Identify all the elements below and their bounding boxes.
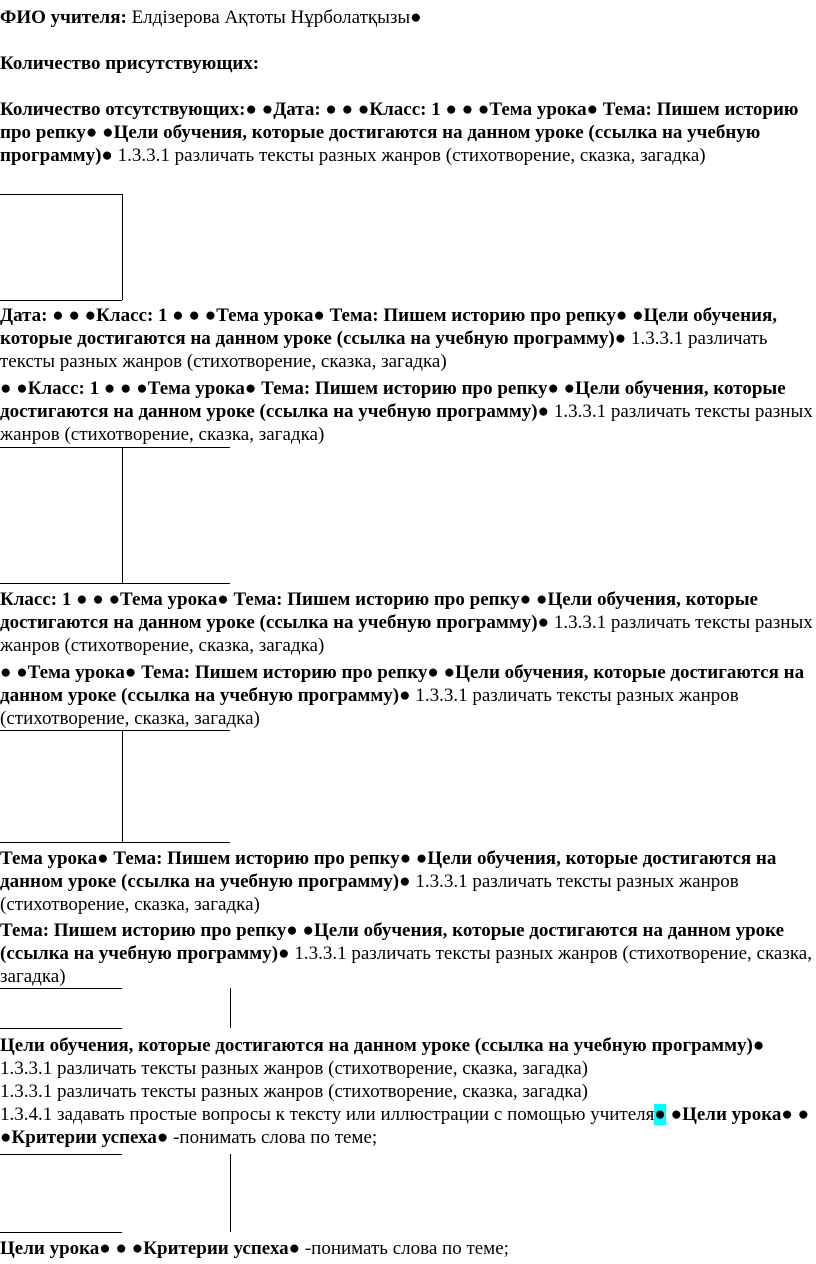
block-goals-bold: Цели обучения, которые достигаются на данном уроке (ссылка на учебную программу)● [0, 1035, 765, 1056]
frame-right-line [230, 1154, 231, 1232]
frame-right-line [122, 194, 123, 300]
block-class-1-tail: 1.3.3.1 различать тексты разных жанров (стихотворение, сказка, загадка) [0, 401, 813, 445]
present-count-line [0, 52, 814, 75]
frame-top-line [0, 194, 122, 195]
block-goals-line2: 1.3.3.1 различать тексты разных жанров (стихотворение, сказка, загадка) [0, 1081, 588, 1102]
frame-bottom-line [0, 300, 122, 301]
block-class-1 [0, 377, 814, 446]
block-goals-tail2: -понимать слова по теме; [168, 1127, 378, 1148]
frame-right-line [122, 730, 123, 842]
block-topic-2-tail: 1.3.3.1 различать тексты разных жанров (стихотворение, сказка, загадка) [0, 871, 739, 915]
block-goals [0, 1034, 814, 1149]
frame-top-line [0, 988, 122, 989]
frame-right-line [122, 447, 123, 583]
block-date-tail: 1.3.3.1 различать тексты разных жанров (стихотворение, сказка, загадка) [0, 328, 768, 372]
teacher-name: Елдізерова Ақтоты Нұрболатқызы● [131, 7, 422, 28]
block-theme-bold: Тема: Пишем историю про репку● ●Цели обучения, которые достигаются на данном уроке (ссылка на учебную программу)● [0, 920, 785, 964]
block-lesson-goals-tail: -понимать слова по теме; [300, 1238, 509, 1259]
block-goals-tail: 1.3.3.1 различать тексты разных жанров (стихотворение, сказка, загадка) [0, 1058, 588, 1079]
block-lesson-goals-bold: Цели урока● ● ●Критерии успеха● [0, 1238, 301, 1259]
frame-top-line [0, 1154, 122, 1155]
block-class-2-tail: 1.3.3.1 различать тексты разных жанров (стихотворение, сказка, загадка) [0, 612, 813, 656]
block-date [0, 304, 814, 373]
frame-bottom-line [0, 1232, 122, 1233]
absent-count-paragraph [0, 98, 814, 167]
block-date-bold: Дата: ● ● ●Класс: 1 ● ● ●Тема урока● Тема: Пишем историю про репку● ●Цели обучения, которые достигаются на данном уроке (ссылка на учебную программу)● [0, 305, 778, 349]
block-theme [0, 919, 814, 988]
frame-right-line [230, 988, 231, 1028]
frame-bottom-line [0, 1028, 122, 1029]
frame-bottom-line [0, 842, 230, 843]
block-theme-tail: 1.3.3.1 различать тексты разных жанров (стихотворение, сказка, загадка) [0, 943, 812, 987]
block-topic-1-tail: 1.3.3.1 различать тексты разных жанров (стихотворение, сказка, загадка) [0, 685, 739, 729]
present-label: Количество присутствующих: [0, 53, 260, 74]
block-class-2 [0, 588, 814, 657]
absent-tail: 1.3.3.1 различать тексты разных жанров (стихотворение, сказка, загадка) [112, 145, 706, 166]
block-class-1-bold: ● ●Класс: 1 ● ● ●Тема урока● Тема: Пишем историю про репку● ●Цели обучения, которые достигаются на данном уроке (ссылка на учебную программу)● [0, 378, 786, 422]
highlighted-bullet: ● [654, 1104, 666, 1125]
absent-bold: Количество отсутствующих:● ●Дата: ● ● ●Класс: 1 ● ● ●Тема урока● Тема: Пишем историю про репку● ●Цели обучения, которые достигаются на данном уроке (ссылка на учебную программу)● [0, 99, 799, 166]
block-goals-bold2: ●Цели урока● ● ●Критерии успеха● [0, 1104, 810, 1148]
frame-bottom-line [0, 583, 230, 584]
block-topic-1 [0, 661, 814, 730]
block-topic-2 [0, 847, 814, 916]
frame-top-line [0, 447, 230, 448]
teacher-label: ФИО учителя: [0, 7, 127, 28]
frame-top-line [0, 730, 230, 731]
block-topic-2-bold: Тема урока● Тема: Пишем историю про репку● ●Цели обучения, которые достигаются на данном уроке (ссылка на учебную программу)● [0, 848, 777, 892]
block-lesson-goals [0, 1237, 814, 1260]
block-goals-line3: 1.3.4.1 задавать простые вопросы к тексту или иллюстрации с помощью учителя [0, 1104, 655, 1125]
teacher-name-line [0, 6, 814, 29]
block-class-2-bold: Класс: 1 ● ● ●Тема урока● Тема: Пишем историю про репку● ●Цели обучения, которые достигаются на данном уроке (ссылка на учебную программу)● [0, 589, 758, 633]
block-topic-1-bold: ● ●Тема урока● Тема: Пишем историю про репку● ●Цели обучения, которые достигаются на данном уроке (ссылка на учебную программу)● [0, 662, 805, 706]
